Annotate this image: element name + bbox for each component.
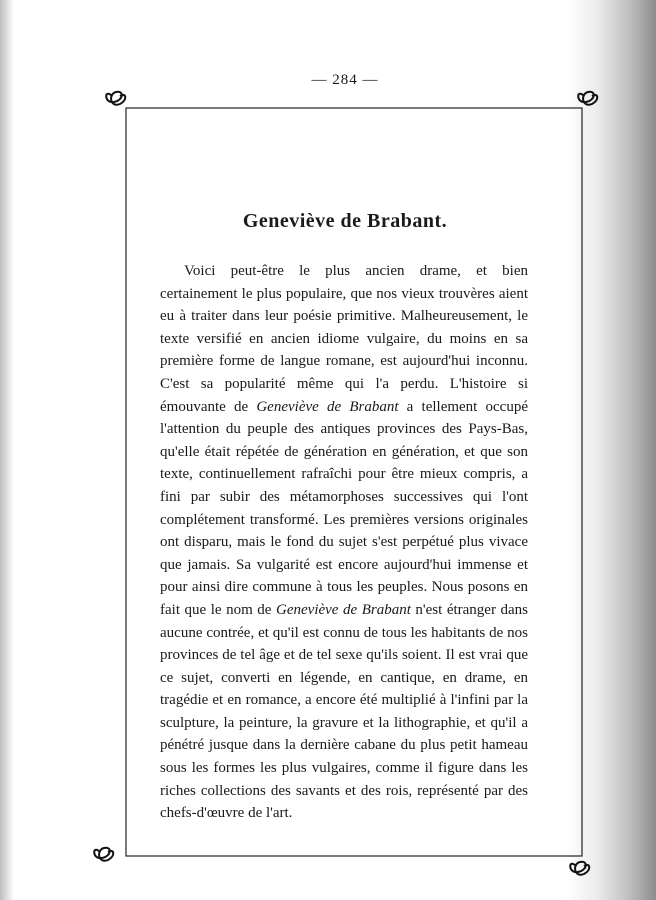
italic-title-2: Geneviève de Brabant [276, 601, 411, 618]
body-text [160, 260, 528, 825]
italic-title-1: Geneviève de Brabant [256, 398, 399, 415]
corner-ornament-bottom-left [94, 848, 113, 861]
paragraph-text-1: Voici peut-être le plus ancien drame, et bien certainement le plus populaire, que nos vieux trouvères aient eu à traiter dans leur poésie primitive. Malheureusement, le texte versifié en ancien idiome vulgaire, du moins en sa première forme de langue romane, est aujourd'hui inconnu. C'est sa popularité même qui l'a perdu. L'histoire si émouvante de [160, 263, 528, 415]
page-number: — 284 — [311, 72, 379, 88]
paragraph-text-2: a tellement occupé l'attention du peuple des antiques provinces des Pays-Bas, qu'elle était répétée de génération en génération, et que son texte, continuellement rafraîchi pour être mieux compris, a fini par subir des métamorphoses successives qui l'ont complétement transformé. Les premières versions originales ont disparu, mais le fond du sujet s'est perpétué plus vivace que jamais. Sa vulgarité est encore aujourd'hui immense et pour ainsi dire commune à tous les peuples. Nous posons en fait que le nom de [160, 398, 528, 618]
page-edge-shadow [566, 0, 656, 900]
paragraph [160, 260, 528, 825]
article-title: Geneviève de Brabant. [242, 210, 448, 232]
corner-ornament-top-left [106, 92, 125, 105]
paragraph-text-3: n'est étranger dans aucune contrée, et qu'il est connu de tous les habitants de nos provinces de tel âge et de tel sexe qu'ils soient. Il est vrai que ce sujet, converti en légende, en cantique, en drame, en tragédie et en romance, a encore été multiplié à l'infini par la sculpture, la peinture, la gravure et la lithographie, et qu'il a pénétré jusque dans la dernière cabane du plus petit hameau sous les formes les plus vulgaires, comme il figure dans les riches collections des savants et des rois, représenté par des chefs-d'œuvre de l'art. [160, 601, 528, 822]
